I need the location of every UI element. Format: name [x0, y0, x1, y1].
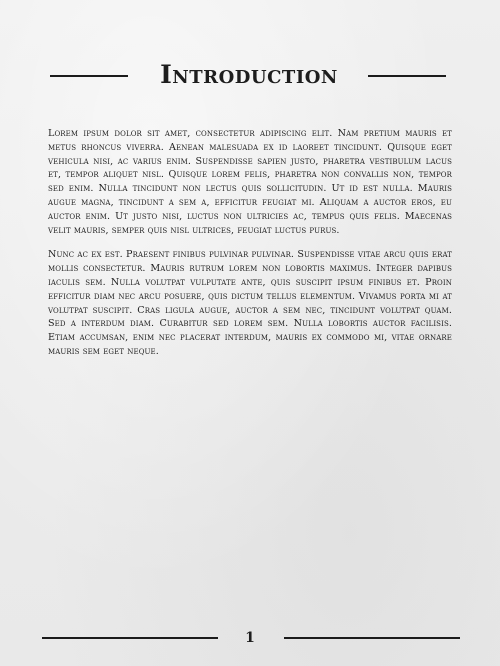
title-rule-left: [50, 75, 128, 77]
page-number: 1: [245, 630, 255, 646]
title-block: [0, 60, 500, 90]
page-title: Introduction: [160, 60, 338, 89]
paragraph-1: Lorem ipsum dolor sit amet, consectetur adipiscing elit. Nam pretium mauris et metus rhoncus viverra. Aenean malesuada ex id laoreet tincidunt. Quisque eget vehicula nisi, ac varius enim. Suspendisse sapien justo, pharetra vestibulum lacus et, tempor aliquet nisl. Quisque lorem felis, pharetra non convallis non, tempor sed enim. Nulla tincidunt non lectus quis sollicitudin. Ut id est nulla. Mauris augue magna, tincidunt a sem a, efficitur feugiat mi. Aliquam a auctor eros, eu auctor enim. Ut justo nisi, luctus non ultricies ac, tempus quis felis. Maecenas velit mauris, semper quis nisl ultrices, feugiat luctus purus.: [48, 128, 452, 236]
title-rule-right: [368, 75, 446, 77]
body-text: [48, 127, 452, 370]
footer-rule-left: [42, 637, 218, 639]
page-footer: [0, 628, 500, 648]
footer-rule-right: [284, 637, 460, 639]
paragraph-2: Nunc ac ex est. Praesent finibus pulvinar pulvinar. Suspendisse vitae arcu quis erat mollis consectetur. Mauris rutrum lorem non lobortis maximus. Integer dapibus iaculis sem. Nulla volutpat vulputate ante, quis suscipit ipsum finibus et. Proin efficitur diam nec arcu posuere, quis dictum tellus elementum. Vivamus porta mi at volutpat suscipit. Cras ligula augue, auctor a sem nec, tincidunt volutpat quam. Sed a interdum diam. Curabitur sed lorem sem. Nulla lobortis auctor facilisis. Etiam accumsan, enim nec placerat interdum, mauris ex commodo mi, vitae ornare mauris sem eget neque.: [48, 249, 452, 357]
